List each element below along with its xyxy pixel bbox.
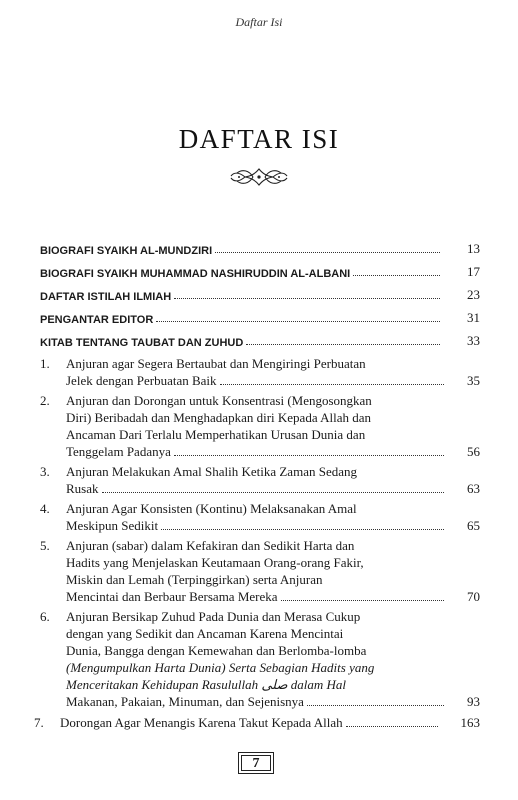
dot-leader bbox=[246, 344, 440, 345]
page-number: 70 bbox=[467, 589, 480, 604]
toc-subentry-5[interactable]: 5. Anjuran (sabar) dalam Kefakiran dan Sedikit Harta dan Hadits yang Menjelaskan Keutamaan Orang-orang Fakir, Miskin dan Lemah (Terpinggirkan) serta Anjuran Mencintai dan Berbaur Bersama Mereka 70 bbox=[40, 538, 480, 604]
dot-leader bbox=[353, 275, 440, 276]
page-number: 33 bbox=[467, 333, 480, 348]
page-number: 23 bbox=[467, 287, 480, 302]
toc-entry-pengantar-editor[interactable]: PENGANTAR EDITOR 31 bbox=[40, 310, 480, 326]
page-title: DAFTAR ISI bbox=[178, 124, 340, 154]
dot-leader bbox=[346, 726, 438, 727]
toc-entry-kitab-taubat[interactable]: KITAB TENTANG TAUBAT DAN ZUHUD 33 bbox=[40, 333, 480, 349]
toc-subentry-1[interactable]: 1. Anjuran agar Segera Bertaubat dan Mengiringi Perbuatan Jelek dengan Perbuatan Baik 35 bbox=[40, 356, 480, 388]
dot-leader bbox=[161, 529, 444, 530]
toc-entry-daftar-istilah[interactable]: DAFTAR ISTILAH ILMIAH 23 bbox=[40, 287, 480, 303]
ornament-divider-icon bbox=[229, 166, 289, 188]
toc-subentry-3[interactable]: 3. Anjuran Melakukan Amal Shalih Ketika Zaman Sedang Rusak 63 bbox=[40, 464, 480, 496]
dot-leader bbox=[156, 321, 440, 322]
page-number: 31 bbox=[467, 310, 480, 325]
page-number: 63 bbox=[467, 481, 480, 496]
page-number: 35 bbox=[467, 373, 480, 388]
dot-leader bbox=[215, 252, 440, 253]
page-number: 17 bbox=[467, 264, 480, 279]
toc-subentry-7[interactable]: 7. Dorongan Agar Menangis Karena Takut Kepada Allah 163 bbox=[34, 715, 480, 730]
page-folio: 7 bbox=[238, 752, 274, 774]
toc-subentry-2[interactable]: 2. Anjuran dan Dorongan untuk Konsentrasi (Mengosongkan Diri) Beribadah dan Menghadapkan diri Kepada Allah dan Ancaman Dari Terlalu Memperhatikan Urusan Dunia dan Tenggelam Padanya 56 bbox=[40, 393, 480, 459]
running-head: Daftar Isi bbox=[235, 15, 283, 29]
dot-leader bbox=[307, 705, 444, 706]
dot-leader bbox=[281, 600, 444, 601]
page-number: 93 bbox=[467, 694, 480, 709]
toc-subentry-6[interactable]: 6. Anjuran Bersikap Zuhud Pada Dunia dan Merasa Cukup dengan yang Sedikit dan Ancaman Karena Mencintai Dunia, Bangga dengan Kemewahan dan Berlomba-lomba (Mengumpulkan Harta Dunia) Serta Sebagian Hadits yang Menceritakan Kehidupan Rasulullah صلى dalam Hal Makanan, Pakaian, Minuman, dan Sejenisnya 93 bbox=[40, 609, 480, 709]
page-number: 13 bbox=[467, 241, 480, 256]
dot-leader bbox=[174, 455, 444, 456]
page-number: 65 bbox=[467, 518, 480, 533]
toc-entry-biografi-albani[interactable]: BIOGRAFI SYAIKH MUHAMMAD NASHIRUDDIN AL-ALBANI 17 bbox=[40, 264, 480, 280]
dot-leader bbox=[220, 384, 444, 385]
page-number: 56 bbox=[467, 444, 480, 459]
toc-entry-biografi-mundziri[interactable]: BIOGRAFI SYAIKH AL-MUNDZIRI 13 bbox=[40, 241, 480, 257]
dot-leader bbox=[102, 492, 445, 493]
table-of-contents bbox=[34, 234, 480, 734]
dot-leader bbox=[174, 298, 440, 299]
page-number: 163 bbox=[460, 715, 480, 730]
toc-subentry-4[interactable]: 4. Anjuran Agar Konsisten (Kontinu) Melaksanakan Amal Meskipun Sedikit 65 bbox=[40, 501, 480, 533]
